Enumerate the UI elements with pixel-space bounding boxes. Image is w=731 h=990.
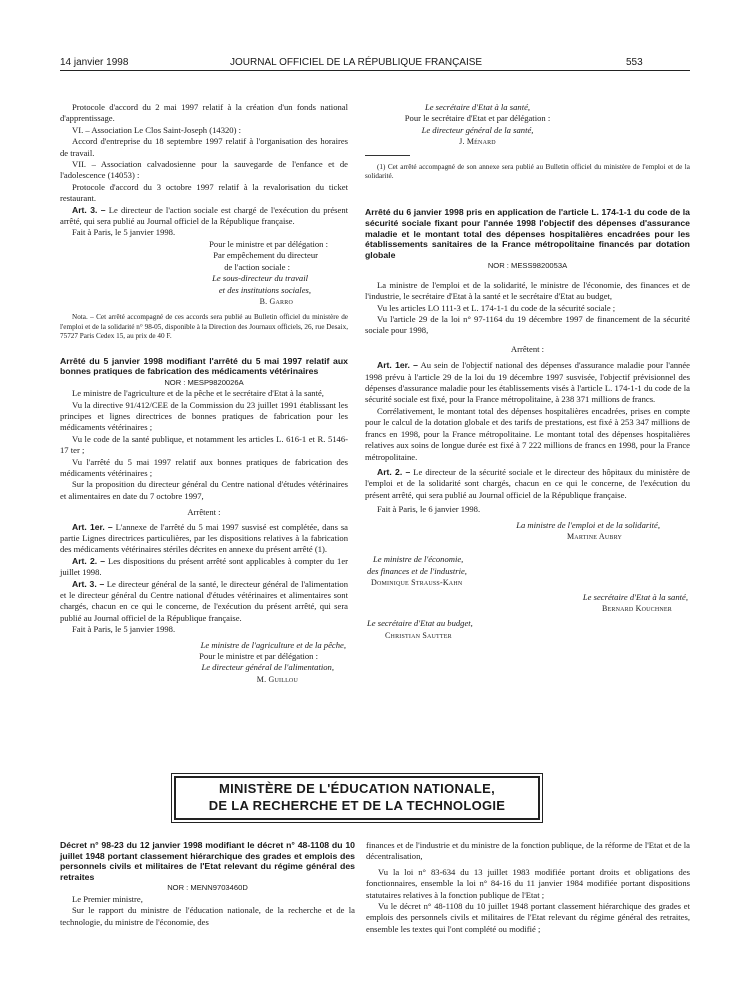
footnote: (1) Cet arrêté accompagné de son annexe sera publié au Bulletin officiel du ministère de l'emploi et de la solidarité. (365, 162, 690, 181)
arrete-title: Arrêté du 5 janvier 1998 modifiant l'arrêté du 5 mai 1997 relatif aux bonnes pratiques de fabrication des médicaments vétérinaires (60, 355, 348, 377)
signature-line: de l'action sociale : (224, 261, 290, 272)
fait-a-paris: Fait à Paris, le 5 janvier 1998. (72, 624, 176, 635)
signature-line: Le secrétaire d'Etat au budget, (367, 618, 473, 629)
header-rule (60, 70, 690, 71)
article-text: Le directeur de l'action sociale est chargé de l'exécution du présent arrêté, qui sera publié au Journal officiel de la République française. (60, 204, 349, 227)
signatory-name: M. Guillou (256, 674, 298, 684)
signature-line: des finances et de l'industrie, (367, 565, 467, 576)
paragraph: Sur le rapport du ministre de l'éducation nationale, de la recherche et de la technologie, du ministre de l'économie, des (60, 905, 355, 927)
decret-left (60, 840, 355, 928)
paragraph: Vu la loi n° 83-634 du 13 juillet 1983 modifiée portant droits et obligations des fonctionnaires, ensemble la loi n° 84-16 du 11 janvier 1984 modifiée portant dispositions statutaires relatives à la fonction publique de l'Etat ; (366, 866, 690, 900)
arretent: Arrêtent : (187, 507, 221, 518)
header-journal: JOURNAL OFFICIEL DE LA RÉPUBLIQUE FRANÇAISE (230, 57, 483, 68)
signatory-name: Dominique Strauss-Kahn (371, 578, 463, 588)
article-label: Art. 1er. – (72, 521, 113, 532)
paragraph: La ministre de l'emploi et de la solidarité, le ministre de l'économie, des finances et de l'industrie, le secrétaire d'Etat à la santé et le secrétaire d'Etat au budget, (365, 279, 690, 302)
article-2 (60, 556, 348, 579)
article-1 (365, 360, 690, 406)
decret-title: Décret n° 98-23 du 12 janvier 1998 modifiant le décret n° 48-1108 du 10 juillet 1948 portant classement hiérarchique des grades et emplois des personnels civils et militaires de l'Etat relevant du régime général des retraites (60, 840, 355, 882)
right-column (365, 102, 690, 641)
header-page-number: 553 (626, 57, 643, 68)
arretent: Arrêtent : (510, 343, 545, 354)
fait-a-paris: Fait à Paris, le 5 janvier 1998. (72, 227, 176, 238)
signature-line: et des institutions sociales, (218, 284, 311, 295)
signature-line: La ministre de l'emploi et de la solidarité, (516, 519, 660, 530)
paragraph: Sur la proposition du directeur général du Centre national d'études vétérinaires et alimentaires en date du 7 octobre 1997, (60, 479, 348, 501)
paragraph: Vu le décret n° 48-1108 du 10 juillet 1948 portant classement hiérarchique des grades et emplois des personnels civils et militaires de l'Etat relevant du régime général des retraites, ensemble les textes qui l'ont complété ou modifié ; (366, 901, 690, 934)
signature-line: Le ministre de l'économie, (373, 554, 464, 565)
article-3 (60, 579, 348, 625)
article-text: L'annexe de l'arrêté du 5 mai 1997 susvisé est complétée, dans sa partie Lignes directrices particulières, par les dispositions relatives à la fabrication des médicaments vétérinaires stériles décrites en annexe du présent arrêté (1). (60, 521, 348, 555)
paragraph: Vu l'article 29 de la loi n° 97-1164 du 19 décembre 1997 de financement de la sécurité sociale pour 1998, (365, 314, 690, 336)
nor-reference: NOR : MENN9703460D (167, 883, 248, 893)
paragraph: Vu la directive 91/412/CEE de la Commission du 23 juillet 1991 établissant les principes et lignes directrices de bonnes pratiques de fabrication pour les médicaments vétérinaires ; (60, 399, 348, 433)
article-3 (60, 205, 348, 228)
paragraph: VII. – Association calvadosienne pour la sauvegarde de l'enfance et de l'adolescence (14053) : (60, 159, 348, 181)
header-date: 14 janvier 1998 (60, 57, 129, 68)
paragraph: Corrélativement, le montant total des dépenses hospitalières encadrées, prises en compte pour le calcul de la dotation globale et des tarifs de prestations, est fixé à 253 347 millions de francs en 1998, pour la France métropolitaine. Le montant total des dépenses hospitalières relatives aux soins de longue durée est fixé à 7 222 millions de francs en 1998, pour la France métropolitaine. (365, 405, 690, 462)
ministry-line-2: DE LA RECHERCHE ET DE LA TECHNOLOGIE (208, 798, 506, 813)
article-text: Au sein de l'objectif national des dépenses d'assurance maladie pour l'année 1998 prévu à l'article 29 de la loi du 19 décembre 1997 susvisée, l'objectif prévisionnel des dépenses d'assurance maladie pour les établissements visés à l'article L. 174-1-1 du code de la sécurité sociale est fixé, pour la France métropolitaine, à 238 371 millions de francs. (365, 360, 690, 405)
signatory-name: Christian Sautter (385, 630, 452, 640)
fait-a-paris: Fait à Paris, le 6 janvier 1998. (377, 504, 481, 515)
signature-line: Pour le ministre et par délégation : (199, 651, 318, 662)
signatory-name: Martine Aubry (566, 531, 622, 541)
nor-reference: NOR : MESP9820026A (164, 377, 244, 387)
paragraph: Vu le code de la santé publique, et notamment les articles L. 616-1 et R. 5146-17 ter ; (60, 433, 348, 456)
signature-line: Le ministre de l'agriculture et de la pêche, (200, 639, 346, 650)
signature-line: Le directeur général de la santé, (421, 124, 534, 135)
decret-right (366, 840, 690, 935)
paragraph: VI. – Association Le Clos Saint-Joseph (14320) : (72, 124, 241, 135)
signature-line: Le secrétaire d'Etat à la santé, (424, 102, 531, 112)
article-label: Art. 3. – (72, 578, 105, 589)
paragraph: Le ministre de l'agriculture et de la pêche et le secrétaire d'Etat à la santé, (72, 388, 324, 399)
article-text: Les dispositions du présent arrêté sont applicables à compter du 1er juillet 1998. (60, 555, 348, 578)
ministry-line-1: MINISTÈRE DE L'ÉDUCATION NATIONALE, (219, 781, 495, 796)
article-label: Art. 2. – (72, 555, 106, 566)
signatory-name: B. Garro (259, 296, 293, 306)
signatory-name: J. Ménard (459, 137, 496, 147)
signature-line: Par empêchement du directeur (213, 250, 318, 261)
paragraph: Vu les articles LO 111-3 et L. 174-1-1 du code de la sécurité sociale ; (377, 302, 616, 313)
signature-line: Le directeur général de l'alimentation, (201, 662, 334, 673)
article-label: Art. 1er. – (377, 360, 418, 371)
article-2 (365, 467, 690, 501)
article-text: Le directeur général de la santé, le directeur général de l'alimentation et le directeur général du Centre national d'études vétérinaires et alimentaires sont chargés, chacun en ce qui le concerne, de l'exécution du présent arrêté, qui sera publié au Journal officiel de la République française. (60, 578, 348, 623)
paragraph: Vu l'arrêté du 5 mai 1997 relatif aux bonnes pratiques de fabrication des médicaments vétérinaires ; (60, 456, 348, 478)
paragraph: Protocole d'accord du 2 mai 1997 relatif à la création d'un fonds national d'apprentissage. (60, 102, 348, 124)
article-label: Art. 2. – (377, 466, 411, 477)
paragraph: Accord d'entreprise du 18 septembre 1997 relatif à l'organisation des horaires de travail. (60, 136, 348, 158)
nota: Nota. – Cet arrêté accompagné de ces accords sera publié au Bulletin officiel du ministère de l'emploi et de la solidarité n° 98-05, disponible à la Direction des Journaux officiels, 26, rue Desaix, 75727 Paris Cedex 15, au prix de 40 F. (60, 313, 348, 341)
paragraph: Le Premier ministre, (72, 893, 143, 904)
article-label: Art. 3. – (72, 204, 106, 215)
signature-line: Pour le secrétaire d'Etat et par délégation : (404, 113, 551, 124)
nor-reference: NOR : MESS9820053A (487, 261, 568, 271)
paragraph: finances et de l'industrie et du ministre de la fonction publique, de la réforme de l'Etat et de la décentralisation, (366, 840, 690, 862)
left-column (60, 102, 348, 685)
paragraph: Protocole d'accord du 3 octobre 1997 relatif à la revalorisation du ticket restaurant. (60, 181, 348, 204)
arrete-title: Arrêté du 6 janvier 1998 pris en application de l'article L. 174-1-1 du code de la sécurité sociale fixant pour l'année 1998 l'objectif des dépenses d'assurance maladie et le montant total des dépenses hospitalières encadrées pour les établissements sanitaires de la France métropolitaine financés par dotation globale (365, 207, 690, 260)
signature-line: Le sous-directeur du travail (212, 273, 308, 284)
article-1 (60, 522, 348, 556)
article-text: Le directeur de la sécurité sociale et le directeur des hôpitaux du ministère de l'emploi et de la solidarité sont chargés, chacun en ce qui le concerne, de l'exécution du présent arrêté, qui sera publié au Journal officiel de la République française. (365, 466, 691, 500)
signature-line: Pour le ministre et par délégation : (209, 238, 328, 249)
ministry-heading (174, 776, 540, 820)
signatory-name: Bernard Kouchner (602, 603, 672, 613)
signature-line: Le secrétaire d'Etat à la santé, (582, 591, 688, 602)
footnote-rule (365, 155, 410, 156)
